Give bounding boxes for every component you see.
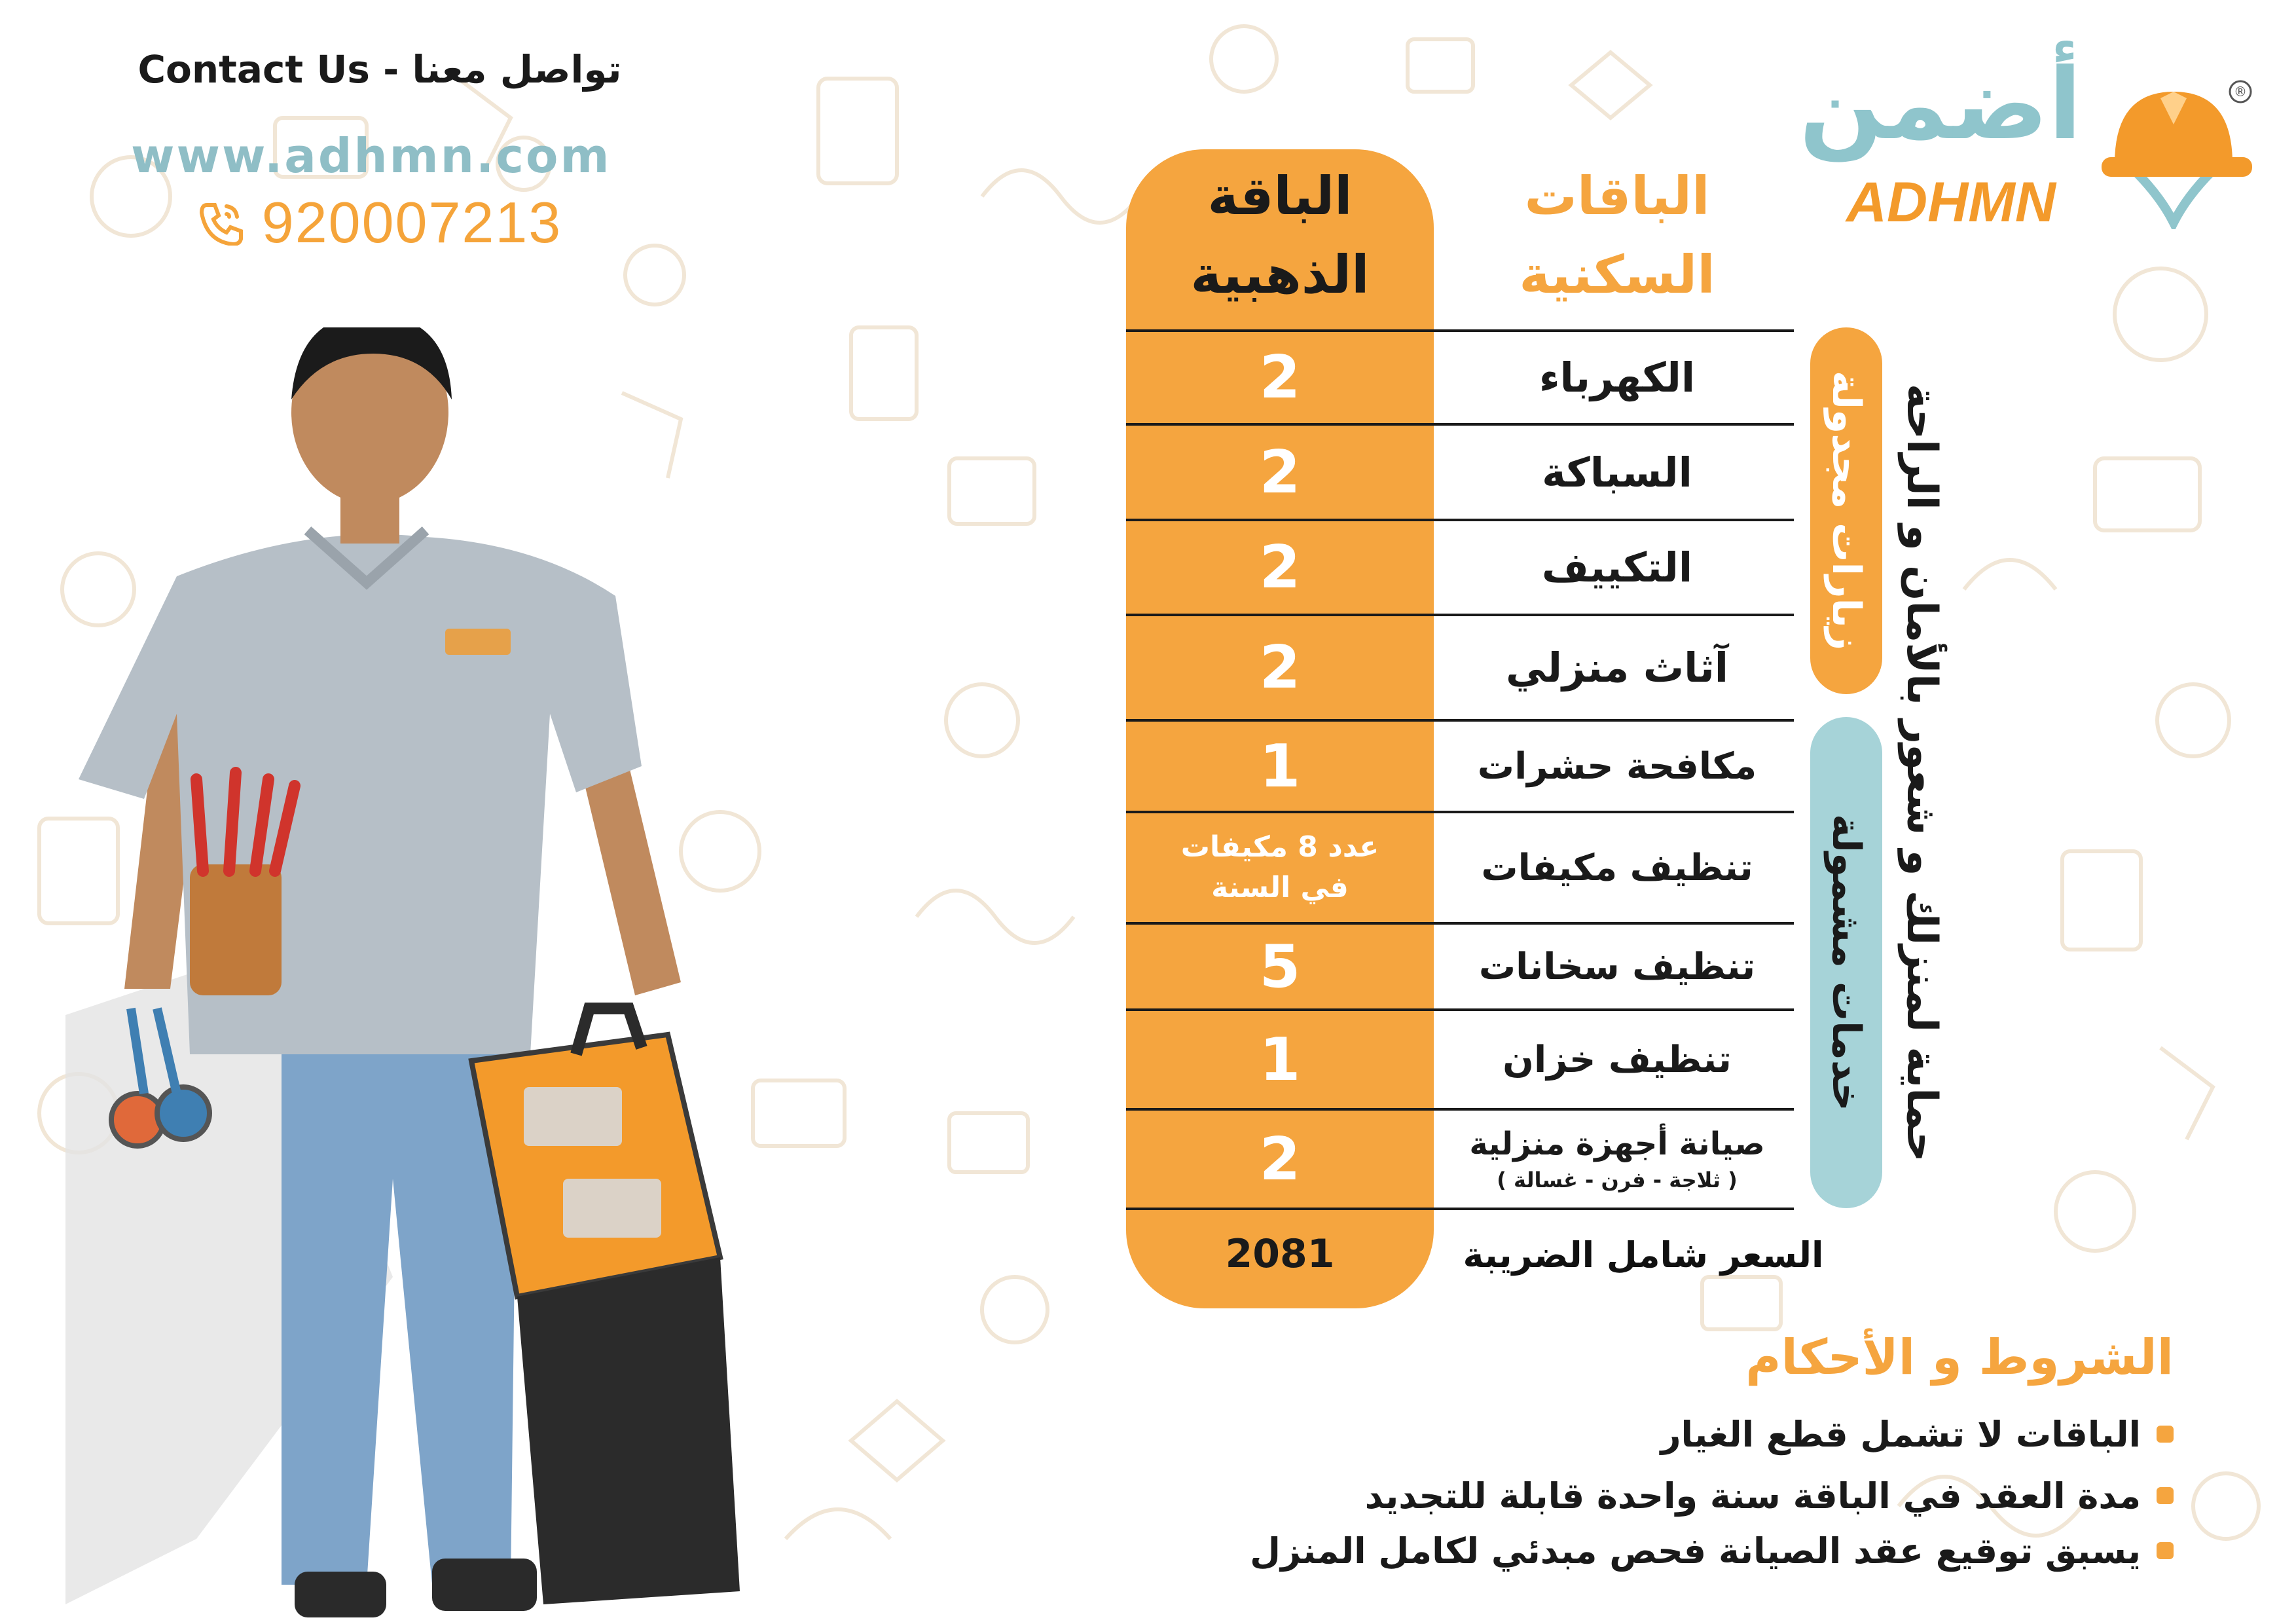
shirt-logo	[445, 629, 511, 655]
term-item	[1126, 1469, 2174, 1522]
shoe	[295, 1572, 386, 1617]
row-label-tank-cleaning: تنظيف خزان	[1503, 1038, 1732, 1081]
row-label-heater-cleaning: تنظيف سخانات	[1478, 945, 1756, 988]
divider	[1126, 1208, 1794, 1210]
row-label-pest-control: مكافحة حشرات	[1477, 745, 1757, 788]
toolbox-lid	[471, 1035, 720, 1297]
phone-row[interactable]	[170, 190, 589, 255]
website-link[interactable]: www.adhmn.com	[131, 128, 611, 183]
row-value-plumbing: 2	[1259, 437, 1301, 507]
scheduled-visits-label: زيارات مجدولة	[1823, 371, 1869, 651]
row-label-appliances	[1440, 1111, 1794, 1208]
row-label-ac: التكييف	[1541, 544, 1693, 591]
row-value-electricity: 2	[1259, 343, 1301, 412]
shoe	[432, 1559, 537, 1611]
technician-photo	[65, 327, 786, 1624]
row-value-pest-control: 1	[1259, 731, 1301, 801]
gold-package-title: الباقة الذهبية	[1190, 166, 1370, 305]
tool-pouch	[190, 864, 282, 995]
scheduled-visits-pill	[1810, 327, 1882, 694]
row-label-furniture: آثاث منزلي	[1506, 644, 1728, 692]
logo-english: ADHMN	[1846, 171, 2056, 234]
appliances-sublabel: ( ثلاجة - فرن - غسالة )	[1497, 1168, 1738, 1192]
bullet-icon	[2157, 1426, 2174, 1443]
row-value-ac: 2	[1259, 533, 1301, 602]
row-value-heater-cleaning: 5	[1259, 932, 1301, 1001]
bullet-icon	[2157, 1487, 2174, 1504]
appliances-label: صيانة أجهزة منزلية	[1469, 1126, 1765, 1162]
helmet-pin-icon	[2088, 59, 2259, 229]
residential-packages-title: الباقات السكنية	[1519, 166, 1715, 305]
tagline-wrap	[1886, 341, 1958, 1205]
price-label: السعر شامل الضريبة	[1463, 1234, 1824, 1276]
included-services-pill	[1810, 717, 1882, 1208]
tagline: حماية لمنزلك و شعور بالأمان و الراحة	[1897, 383, 1946, 1162]
logo-arabic: أضمن	[1799, 48, 2082, 162]
term-text: الباقات لا تشمل قطع الغيار	[1660, 1413, 2141, 1455]
row-label-plumbing: السباكة	[1542, 448, 1692, 496]
row-label-electricity: الكهرباء	[1539, 354, 1696, 401]
term-item	[1126, 1524, 2174, 1577]
phone-number: 920007213	[261, 190, 562, 255]
term-text: مدة العقد في الباقة سنة واحدة قابلة للتجديد	[1364, 1475, 2141, 1517]
row-label-ac-cleaning: تنظيف مكيفات	[1481, 846, 1753, 889]
included-services-label: خدمات مشمولة	[1823, 814, 1869, 1111]
price-value: 2081	[1225, 1231, 1335, 1277]
terms-list	[1126, 1408, 2174, 1577]
contact-title: Contact Us - تواصل معنا	[137, 47, 622, 92]
term-item	[1126, 1408, 2174, 1460]
row-value-appliances: 2	[1259, 1124, 1301, 1194]
row-value-ac-cleaning: عدد 8 مكيفات في السنة	[1180, 830, 1379, 904]
row-value-furniture: 2	[1259, 633, 1301, 702]
gauge	[157, 1087, 210, 1139]
registered-mark: ®	[2234, 84, 2247, 100]
toolbox-body	[517, 1257, 740, 1604]
phone-icon	[198, 200, 244, 246]
row-value-tank-cleaning: 1	[1259, 1025, 1301, 1094]
term-text: يسبق توقيع عقد الصيانة فحص مبدئي لكامل المنزل	[1250, 1530, 2141, 1572]
bullet-icon	[2157, 1542, 2174, 1559]
terms-title: الشروط و الأحكام	[1745, 1329, 2174, 1386]
